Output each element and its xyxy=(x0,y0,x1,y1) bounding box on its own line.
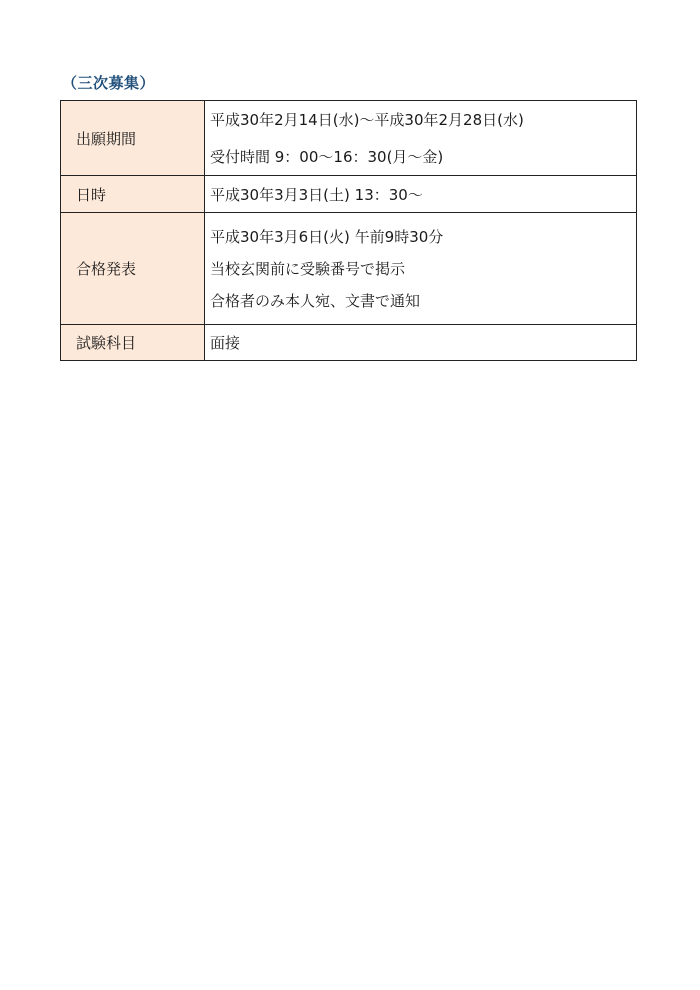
exam-date-time: 平成30年3月3日(土) 13：30～ xyxy=(210,185,423,204)
row-value-result-announcement xyxy=(205,213,637,325)
table-row-result-announcement xyxy=(61,213,637,325)
row-value-exam-subject xyxy=(205,325,637,361)
exam-subject-text: 面接 xyxy=(210,334,241,352)
announcement-notification-note: 合格者のみ本人宛、文書で通知 xyxy=(210,292,421,310)
application-period-dates: 平成30年2月14日(水)～平成30年2月28日(水) xyxy=(210,111,524,129)
recruitment-info-table xyxy=(60,100,637,361)
row-value-application-period xyxy=(205,101,637,176)
row-label-application-period: 出願期間 xyxy=(61,101,205,176)
table-row-exam-date xyxy=(61,176,637,213)
row-value-exam-date xyxy=(205,176,637,213)
announcement-posting-note: 当校玄関前に受験番号で掲示 xyxy=(210,260,406,278)
announcement-date-time: 平成30年3月6日(火) 午前9時30分 xyxy=(210,228,444,246)
row-label-exam-date: 日時 xyxy=(61,176,205,213)
row-label-exam-subject: 試験科目 xyxy=(61,325,205,361)
application-reception-hours: 受付時間 9：00～16：30(月～金) xyxy=(210,148,444,166)
section-heading: （三次募集） xyxy=(62,74,156,92)
row-label-result-announcement: 合格発表 xyxy=(61,213,205,325)
table-row-exam-subject xyxy=(61,325,637,361)
table-row-application-period xyxy=(61,101,637,176)
